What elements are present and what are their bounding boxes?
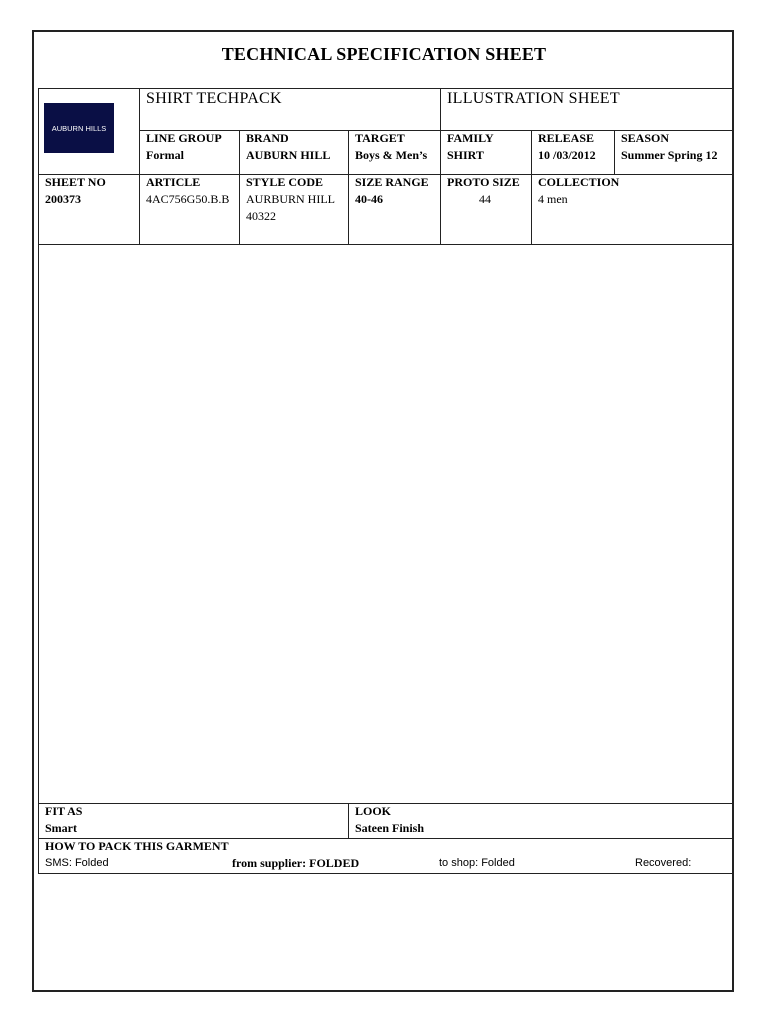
look-value: Sateen Finish <box>355 821 425 835</box>
pack-label: HOW TO PACK THIS GARMENT <box>45 839 229 853</box>
brand-value: AUBURN HILL <box>246 148 331 162</box>
fit-value: Smart <box>45 821 77 835</box>
brand-logo: AUBURN HILLS <box>44 103 114 153</box>
techpack-heading: SHIRT TECHPACK <box>146 90 282 107</box>
size-range-label: SIZE RANGE <box>355 175 429 189</box>
release-label: RELEASE <box>538 131 595 145</box>
illustration-heading: ILLUSTRATION SHEET <box>447 90 620 107</box>
page-title: TECHNICAL SPECIFICATION SHEET <box>221 44 547 64</box>
season-value: Summer Spring 12 <box>621 148 718 162</box>
proto-size-value: 44 <box>479 192 491 206</box>
brand-label: BRAND <box>246 131 289 145</box>
style-code-line1: AURBURN HILL <box>246 192 335 206</box>
pack-shop: to shop: Folded <box>439 857 515 869</box>
article-value: 4AC756G50.B.B <box>146 192 230 206</box>
illustration-area <box>38 244 734 804</box>
line-group-value: Formal <box>146 148 184 162</box>
collection-label: COLLECTION <box>538 175 620 189</box>
family-label: FAMILY <box>447 131 494 145</box>
fit-label: FIT AS <box>45 804 83 818</box>
collection-value: 4 men <box>538 192 568 206</box>
sheet-no-value: 200373 <box>45 192 81 206</box>
style-code-line2: 40322 <box>246 209 276 223</box>
pack-supplier: from supplier: FOLDED <box>232 856 360 870</box>
header-table <box>38 88 734 245</box>
pack-recovered: Recovered: <box>635 857 692 869</box>
sheet-no-label: SHEET NO <box>45 175 106 189</box>
look-label: LOOK <box>355 804 392 818</box>
article-label: ARTICLE <box>146 175 201 189</box>
proto-size-label: PROTO SIZE <box>447 175 520 189</box>
target-value: Boys & Men’s <box>355 148 428 162</box>
release-value: 10 /03/2012 <box>538 148 596 162</box>
season-label: SEASON <box>621 131 670 145</box>
line-group-label: LINE GROUP <box>146 131 222 145</box>
size-range-value: 40-46 <box>355 192 383 206</box>
pack-sms: SMS: Folded <box>45 857 109 869</box>
target-label: TARGET <box>355 131 405 145</box>
style-code-label: STYLE CODE <box>246 175 324 189</box>
family-value: SHIRT <box>447 148 484 162</box>
